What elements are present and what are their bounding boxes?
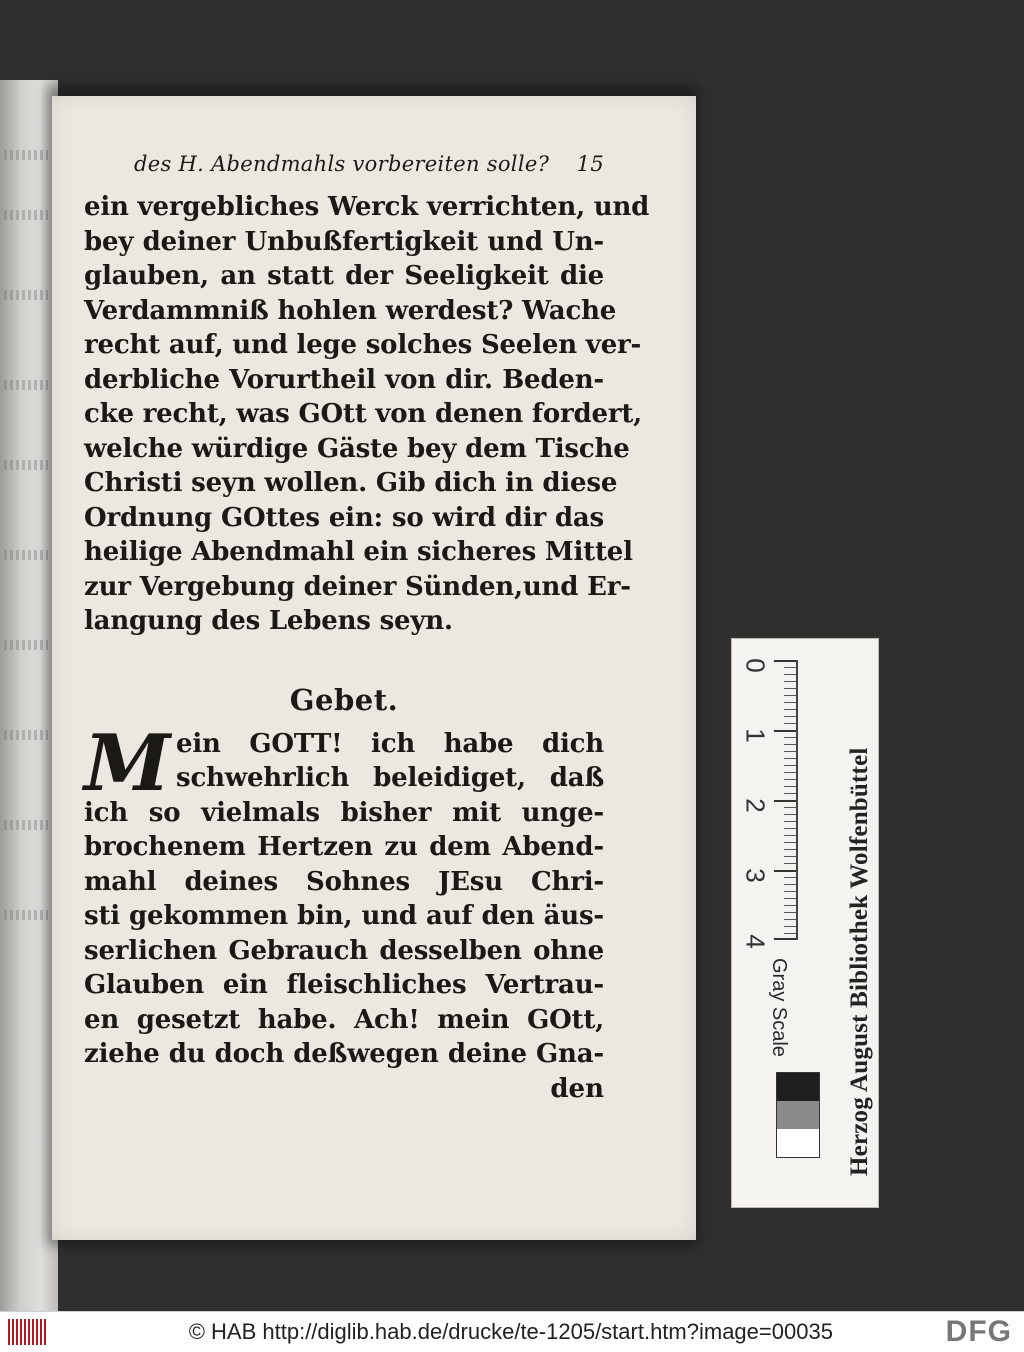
grayscale-swatches bbox=[776, 1072, 820, 1158]
footer-caption: © HAB http://diglib.hab.de/drucke/te-1205/start.htm?image=00035 bbox=[188, 1319, 833, 1344]
previous-page-text-ghost bbox=[4, 150, 48, 160]
text-line: Christi seyn wollen. Gib dich in diese bbox=[84, 468, 618, 498]
page-text bbox=[84, 152, 650, 1106]
text-line: cke recht, was GOtt von denen fordert, bbox=[84, 399, 643, 429]
text-line: brochenem Hertzen zu dem Abend- bbox=[84, 832, 604, 862]
ruler-major-tick bbox=[774, 870, 796, 872]
text-line: ein vergebliches Werck verrichten, und bbox=[84, 192, 650, 222]
prayer-paragraph bbox=[84, 717, 604, 1106]
running-head bbox=[134, 152, 604, 176]
text-line: Verdammniß hohlen werdest? Wache bbox=[84, 295, 617, 326]
ruler-number: 4 bbox=[740, 934, 771, 949]
dfg-logo: DFG bbox=[945, 1315, 1012, 1348]
text-line: schwehrlich beleidiget, daß bbox=[176, 763, 604, 793]
running-head-title: des H. Abendmahls vorbereiten solle? bbox=[134, 152, 550, 176]
swatch-light bbox=[777, 1129, 819, 1157]
institution-label: Herzog August Bibliothek Wolfenbüttel bbox=[846, 747, 873, 1176]
previous-page-text-ghost bbox=[4, 210, 48, 220]
text-line: heilige Abendmahl ein sicheres Mittel bbox=[84, 537, 633, 567]
previous-page-text-ghost bbox=[4, 730, 48, 740]
ruler-major-tick bbox=[774, 660, 796, 662]
previous-page-text-ghost bbox=[4, 550, 48, 560]
text-line: sti gekommen bin, und auf den äus- bbox=[84, 901, 604, 931]
text-line: Ordnung GOttes ein: so wird dir das bbox=[84, 502, 604, 533]
grayscale-label: Gray Scale bbox=[768, 958, 790, 1057]
previous-page-text-ghost bbox=[4, 460, 48, 470]
paragraph bbox=[84, 190, 650, 639]
text-line: ein GOTT! ich habe dich bbox=[176, 728, 604, 759]
text-line: serlichen Gebrauch desselben ohne bbox=[84, 935, 604, 966]
swatch-mid bbox=[777, 1101, 819, 1129]
text-line: zur Vergebung deiner Sünden,und Er- bbox=[84, 571, 631, 602]
swatch-dark bbox=[777, 1073, 819, 1101]
ruler-number: 1 bbox=[740, 728, 771, 743]
previous-page-text-ghost bbox=[4, 640, 48, 650]
ruler-major-tick bbox=[774, 800, 796, 802]
catchword: den bbox=[550, 1073, 604, 1104]
text-line: mahl deines Sohnes JEsu Chri- bbox=[84, 866, 604, 897]
previous-page-text-ghost bbox=[4, 820, 48, 830]
text-line: en gesetzt habe. Ach! mein GOtt, bbox=[84, 1004, 604, 1035]
text-line: Glauben ein fleischliches Vertrau- bbox=[84, 970, 604, 1000]
text-line: recht auf, und lege solches Seelen ver- bbox=[84, 330, 642, 360]
text-line: welche würdige Gäste bey dem Tische bbox=[84, 433, 630, 464]
hab-logo-icon bbox=[8, 1319, 46, 1345]
ruler-major-tick bbox=[774, 730, 796, 732]
previous-page-text-ghost bbox=[4, 290, 48, 300]
text-line: glauben, an statt der Seeligkeit die bbox=[84, 261, 604, 291]
text-line: derbliche Vorurtheil von dir. Beden- bbox=[84, 364, 604, 395]
page-number: 15 bbox=[576, 152, 604, 176]
ruler-number: 0 bbox=[740, 658, 771, 673]
previous-page-text-ghost bbox=[4, 910, 48, 920]
ruler-number: 3 bbox=[740, 868, 771, 883]
text-line: langung des Lebens seyn. bbox=[84, 606, 453, 636]
section-heading: Gebet. bbox=[289, 682, 399, 717]
footer-bar bbox=[0, 1311, 1024, 1352]
text-line: ziehe du doch deßwegen deine Gna- bbox=[84, 1039, 604, 1069]
previous-page-text-ghost bbox=[4, 380, 48, 390]
text-line: ich so vielmals bisher mit unge- bbox=[84, 797, 604, 828]
decorated-initial: M bbox=[84, 717, 171, 809]
ruler-number: 2 bbox=[740, 798, 771, 813]
ruler bbox=[738, 650, 798, 949]
ruler-major-tick bbox=[774, 938, 796, 940]
text-line: bey deiner Unbußfertigkeit und Un- bbox=[84, 226, 604, 257]
